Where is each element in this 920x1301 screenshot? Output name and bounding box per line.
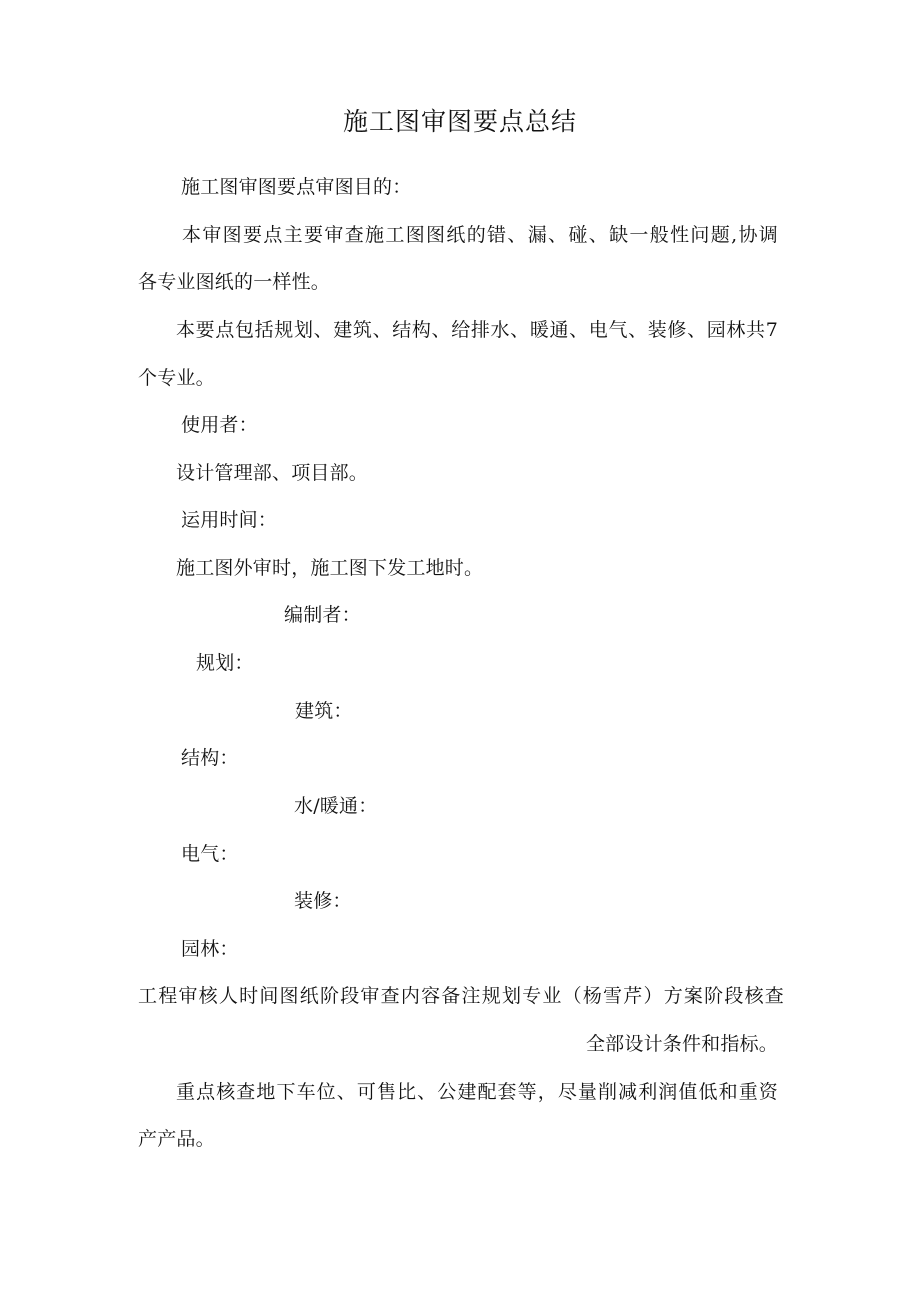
table-text-line-2: 全部设计条件和指标。 [585, 1033, 778, 1055]
users-label: 使用者： [181, 414, 258, 436]
compiler-architecture: 建筑： [295, 700, 353, 722]
purpose-paragraph-2-line-1: 本要点包括规划、建筑、结构、给排水、暖通、电气、装修、园林共7 [176, 319, 778, 341]
usage-time-label: 运用时间： [181, 509, 278, 531]
purpose-paragraph-1-line-2: 各专业图纸的一样性。 [138, 271, 331, 293]
focus-line-2: 产产品。 [138, 1128, 215, 1150]
compiler-landscape: 园林： [181, 938, 239, 960]
compiler-water-hvac: 水/暖通： [294, 795, 378, 817]
usage-time-value: 施工图外审时，施工图下发工地时。 [176, 557, 484, 579]
users-value: 设计管理部、项目部。 [176, 462, 369, 484]
purpose-paragraph-1-line-1: 本审图要点主要审查施工图图纸的错、漏、碰、缺一般性问题,协调 [182, 224, 778, 246]
compilers-label: 编制者： [284, 604, 361, 626]
compiler-decoration: 装修： [294, 890, 352, 912]
purpose-heading: 施工图审图要点审图目的： [181, 176, 412, 198]
page-title: 施工图审图要点总结 [342, 107, 577, 136]
compiler-structure: 结构： [181, 747, 239, 769]
compiler-planning: 规划： [196, 652, 254, 674]
table-text-line-1: 工程审核人时间图纸阶段审查内容备注规划专业（杨雪芹）方案阶段核查 [138, 985, 784, 1007]
purpose-paragraph-2-line-2: 个专业。 [138, 367, 215, 389]
compiler-electrical: 电气： [181, 843, 239, 865]
focus-line-1: 重点核查地下车位、可售比、公建配套等，尽量削减利润值低和重资 [176, 1081, 778, 1103]
